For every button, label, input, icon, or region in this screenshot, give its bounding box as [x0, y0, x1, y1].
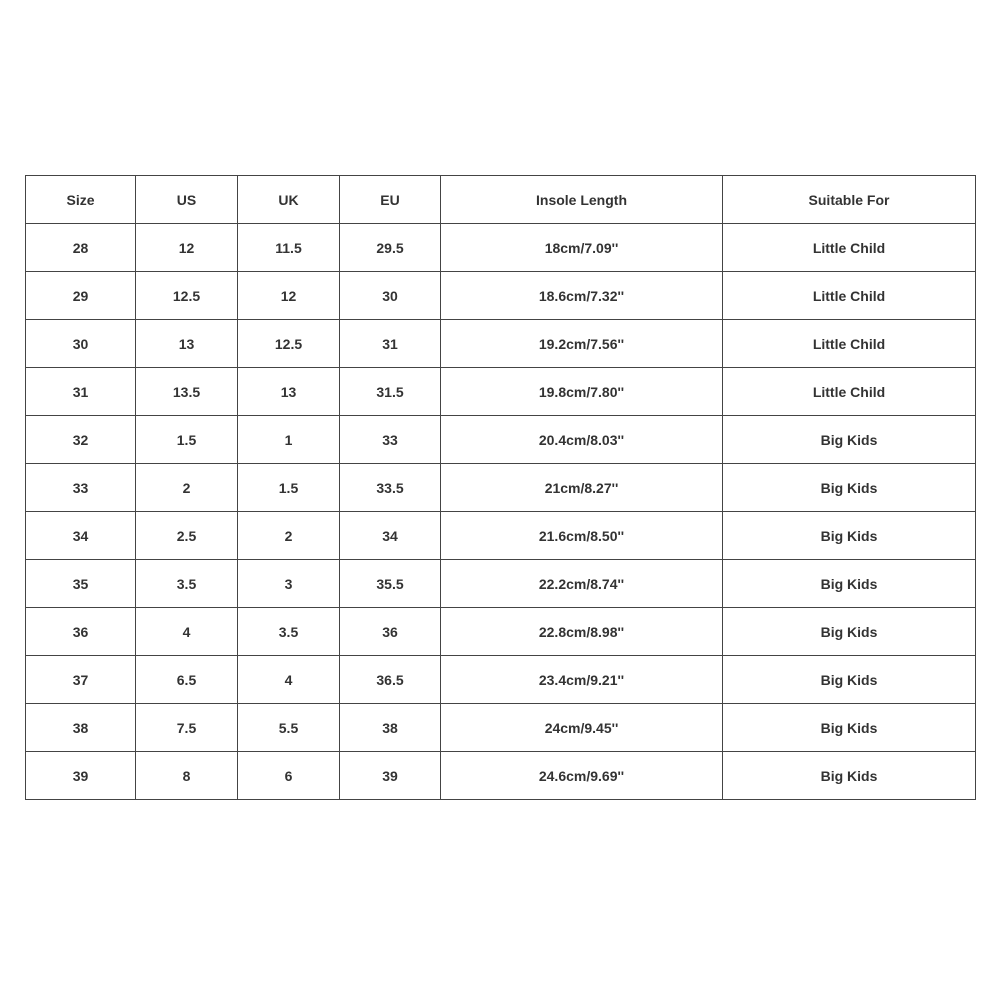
- cell-eu: 38: [340, 704, 441, 752]
- cell-uk: 5.5: [238, 704, 340, 752]
- cell-uk: 6: [238, 752, 340, 800]
- cell-size: 35: [26, 560, 136, 608]
- cell-size: 32: [26, 416, 136, 464]
- cell-us: 2: [136, 464, 238, 512]
- table-row: [26, 464, 976, 512]
- header-suitable-for: Suitable For: [723, 176, 976, 224]
- cell-insole-length: 22.8cm/8.98'': [441, 608, 723, 656]
- cell-eu: 36.5: [340, 656, 441, 704]
- cell-insole-length: 22.2cm/8.74'': [441, 560, 723, 608]
- table-row: [26, 704, 976, 752]
- cell-us: 13.5: [136, 368, 238, 416]
- cell-us: 13: [136, 320, 238, 368]
- cell-eu: 34: [340, 512, 441, 560]
- cell-eu: 33.5: [340, 464, 441, 512]
- cell-insole-length: 20.4cm/8.03'': [441, 416, 723, 464]
- cell-eu: 30: [340, 272, 441, 320]
- cell-us: 8: [136, 752, 238, 800]
- cell-uk: 3.5: [238, 608, 340, 656]
- cell-uk: 12.5: [238, 320, 340, 368]
- cell-eu: 31.5: [340, 368, 441, 416]
- cell-insole-length: 18.6cm/7.32'': [441, 272, 723, 320]
- cell-suitable-for: Big Kids: [723, 704, 976, 752]
- table-row: [26, 560, 976, 608]
- cell-us: 3.5: [136, 560, 238, 608]
- header-uk: UK: [238, 176, 340, 224]
- cell-suitable-for: Big Kids: [723, 752, 976, 800]
- cell-size: 36: [26, 608, 136, 656]
- header-insole-length: Insole Length: [441, 176, 723, 224]
- cell-uk: 12: [238, 272, 340, 320]
- cell-suitable-for: Little Child: [723, 224, 976, 272]
- header-row: [26, 176, 976, 224]
- cell-us: 7.5: [136, 704, 238, 752]
- cell-size: 33: [26, 464, 136, 512]
- cell-insole-length: 19.2cm/7.56'': [441, 320, 723, 368]
- cell-eu: 36: [340, 608, 441, 656]
- header-size: Size: [26, 176, 136, 224]
- table-row: [26, 608, 976, 656]
- cell-suitable-for: Big Kids: [723, 416, 976, 464]
- cell-size: 29: [26, 272, 136, 320]
- table-body: [26, 224, 976, 800]
- cell-uk: 4: [238, 656, 340, 704]
- cell-size: 38: [26, 704, 136, 752]
- cell-suitable-for: Little Child: [723, 272, 976, 320]
- cell-suitable-for: Big Kids: [723, 608, 976, 656]
- cell-size: 37: [26, 656, 136, 704]
- cell-insole-length: 19.8cm/7.80'': [441, 368, 723, 416]
- cell-us: 12.5: [136, 272, 238, 320]
- cell-suitable-for: Little Child: [723, 368, 976, 416]
- cell-insole-length: 24cm/9.45'': [441, 704, 723, 752]
- cell-size: 28: [26, 224, 136, 272]
- cell-uk: 13: [238, 368, 340, 416]
- cell-us: 4: [136, 608, 238, 656]
- table-header: [26, 176, 976, 224]
- table-row: [26, 224, 976, 272]
- cell-insole-length: 21cm/8.27'': [441, 464, 723, 512]
- table-row: [26, 368, 976, 416]
- table-row: [26, 416, 976, 464]
- cell-us: 2.5: [136, 512, 238, 560]
- cell-eu: 39: [340, 752, 441, 800]
- cell-insole-length: 21.6cm/8.50'': [441, 512, 723, 560]
- cell-size: 39: [26, 752, 136, 800]
- size-chart-table: [25, 175, 976, 800]
- table-row: [26, 752, 976, 800]
- cell-us: 1.5: [136, 416, 238, 464]
- cell-uk: 2: [238, 512, 340, 560]
- cell-us: 6.5: [136, 656, 238, 704]
- cell-insole-length: 18cm/7.09'': [441, 224, 723, 272]
- table-row: [26, 656, 976, 704]
- header-us: US: [136, 176, 238, 224]
- cell-eu: 35.5: [340, 560, 441, 608]
- cell-size: 34: [26, 512, 136, 560]
- cell-suitable-for: Big Kids: [723, 512, 976, 560]
- cell-eu: 31: [340, 320, 441, 368]
- cell-suitable-for: Big Kids: [723, 560, 976, 608]
- cell-insole-length: 24.6cm/9.69'': [441, 752, 723, 800]
- cell-suitable-for: Big Kids: [723, 656, 976, 704]
- cell-suitable-for: Little Child: [723, 320, 976, 368]
- cell-us: 12: [136, 224, 238, 272]
- cell-eu: 33: [340, 416, 441, 464]
- cell-insole-length: 23.4cm/9.21'': [441, 656, 723, 704]
- cell-uk: 1: [238, 416, 340, 464]
- table-row: [26, 320, 976, 368]
- cell-suitable-for: Big Kids: [723, 464, 976, 512]
- table-row: [26, 272, 976, 320]
- cell-size: 30: [26, 320, 136, 368]
- cell-uk: 3: [238, 560, 340, 608]
- cell-uk: 11.5: [238, 224, 340, 272]
- cell-size: 31: [26, 368, 136, 416]
- cell-eu: 29.5: [340, 224, 441, 272]
- cell-uk: 1.5: [238, 464, 340, 512]
- header-eu: EU: [340, 176, 441, 224]
- table-row: [26, 512, 976, 560]
